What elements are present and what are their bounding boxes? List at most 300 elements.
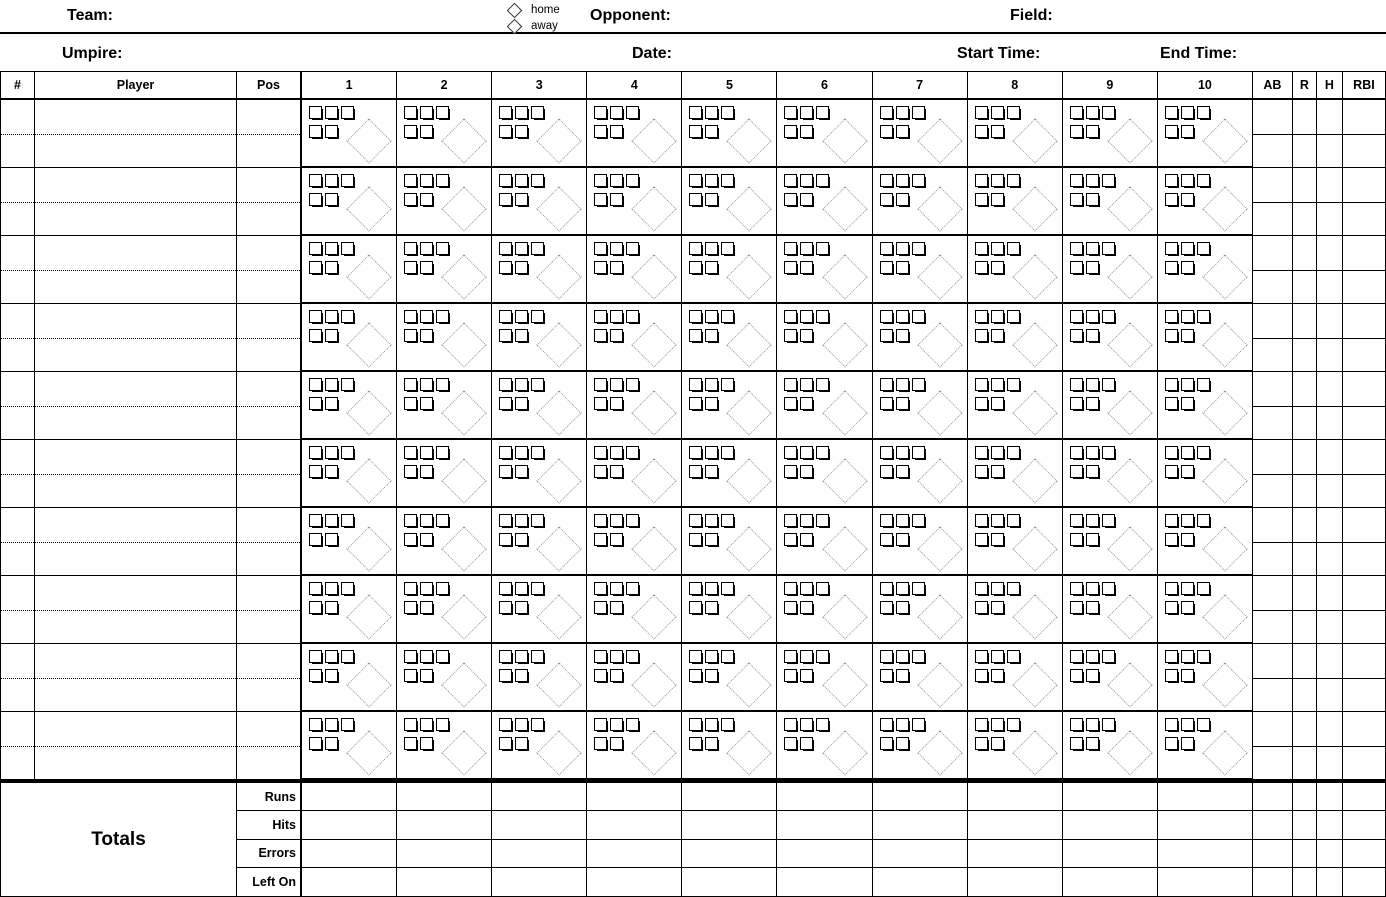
ball-box[interactable] bbox=[594, 310, 607, 323]
strike-box[interactable] bbox=[705, 465, 718, 478]
strike-box[interactable] bbox=[896, 465, 909, 478]
strike-box[interactable] bbox=[991, 193, 1004, 206]
ball-box[interactable] bbox=[610, 514, 623, 527]
inning-cell[interactable] bbox=[777, 372, 872, 439]
strike-box[interactable] bbox=[896, 261, 909, 274]
totals-inning-cell[interactable] bbox=[968, 868, 1063, 896]
strike-box[interactable] bbox=[420, 601, 433, 614]
strike-box[interactable] bbox=[1181, 601, 1194, 614]
inning-cell[interactable] bbox=[1063, 100, 1158, 167]
ball-box[interactable] bbox=[1181, 514, 1194, 527]
inning-cell[interactable] bbox=[492, 236, 587, 303]
ball-box[interactable] bbox=[800, 174, 813, 187]
strike-box[interactable] bbox=[991, 397, 1004, 410]
ball-box[interactable] bbox=[594, 650, 607, 663]
inning-cell[interactable] bbox=[397, 100, 492, 167]
ball-box[interactable] bbox=[436, 718, 449, 731]
strike-box[interactable] bbox=[325, 397, 338, 410]
h-cell[interactable] bbox=[1317, 508, 1343, 575]
ball-box[interactable] bbox=[784, 446, 797, 459]
ball-box[interactable] bbox=[880, 582, 893, 595]
player-pos-cell[interactable] bbox=[237, 644, 302, 711]
inning-cell[interactable] bbox=[302, 304, 397, 371]
ball-box[interactable] bbox=[1165, 718, 1178, 731]
ball-box[interactable] bbox=[991, 106, 1004, 119]
inning-cell[interactable] bbox=[492, 712, 587, 779]
strike-box[interactable] bbox=[1181, 125, 1194, 138]
totals-rbi-cell[interactable] bbox=[1343, 783, 1386, 810]
strike-box[interactable] bbox=[975, 601, 988, 614]
ball-box[interactable] bbox=[420, 582, 433, 595]
inning-cell[interactable] bbox=[587, 644, 682, 711]
strike-box[interactable] bbox=[1070, 533, 1083, 546]
strike-box[interactable] bbox=[1070, 601, 1083, 614]
player-name-cell[interactable] bbox=[35, 440, 237, 507]
ball-box[interactable] bbox=[784, 378, 797, 391]
strike-box[interactable] bbox=[1070, 737, 1083, 750]
inning-cell[interactable] bbox=[682, 576, 777, 643]
player-name-cell[interactable] bbox=[35, 236, 237, 303]
ball-box[interactable] bbox=[896, 106, 909, 119]
ball-box[interactable] bbox=[436, 378, 449, 391]
totals-inning-cell[interactable] bbox=[302, 783, 397, 810]
inning-cell[interactable] bbox=[302, 100, 397, 167]
inning-cell[interactable] bbox=[397, 304, 492, 371]
strike-box[interactable] bbox=[991, 125, 1004, 138]
rbi-cell[interactable] bbox=[1343, 440, 1386, 507]
ball-box[interactable] bbox=[800, 242, 813, 255]
ball-box[interactable] bbox=[341, 582, 354, 595]
ball-box[interactable] bbox=[1197, 718, 1210, 731]
totals-h-cell[interactable] bbox=[1317, 840, 1343, 867]
strike-box[interactable] bbox=[975, 125, 988, 138]
inning-cell[interactable] bbox=[587, 712, 682, 779]
ball-box[interactable] bbox=[975, 582, 988, 595]
ball-box[interactable] bbox=[515, 310, 528, 323]
ball-box[interactable] bbox=[499, 650, 512, 663]
inning-cell[interactable] bbox=[968, 168, 1063, 235]
strike-box[interactable] bbox=[689, 737, 702, 750]
h-cell[interactable] bbox=[1317, 644, 1343, 711]
ball-box[interactable] bbox=[515, 718, 528, 731]
strike-box[interactable] bbox=[784, 125, 797, 138]
inning-cell[interactable] bbox=[1063, 304, 1158, 371]
ball-box[interactable] bbox=[816, 378, 829, 391]
player-number-cell[interactable] bbox=[0, 508, 35, 575]
ball-box[interactable] bbox=[721, 718, 734, 731]
strike-box[interactable] bbox=[309, 193, 322, 206]
inning-cell[interactable] bbox=[777, 644, 872, 711]
ball-box[interactable] bbox=[531, 106, 544, 119]
inning-cell[interactable] bbox=[968, 304, 1063, 371]
ball-box[interactable] bbox=[1197, 174, 1210, 187]
ball-box[interactable] bbox=[721, 446, 734, 459]
ball-box[interactable] bbox=[1181, 310, 1194, 323]
totals-inning-cell[interactable] bbox=[777, 783, 872, 810]
ball-box[interactable] bbox=[1102, 310, 1115, 323]
ball-box[interactable] bbox=[610, 718, 623, 731]
inning-cell[interactable] bbox=[968, 236, 1063, 303]
ball-box[interactable] bbox=[1086, 378, 1099, 391]
inning-cell[interactable] bbox=[968, 440, 1063, 507]
strike-box[interactable] bbox=[420, 737, 433, 750]
strike-box[interactable] bbox=[705, 669, 718, 682]
player-number-cell[interactable] bbox=[0, 372, 35, 439]
ball-box[interactable] bbox=[689, 582, 702, 595]
inning-cell[interactable] bbox=[873, 168, 968, 235]
strike-box[interactable] bbox=[610, 465, 623, 478]
strike-box[interactable] bbox=[991, 533, 1004, 546]
strike-box[interactable] bbox=[499, 601, 512, 614]
ball-box[interactable] bbox=[912, 242, 925, 255]
strike-box[interactable] bbox=[499, 397, 512, 410]
totals-inning-cell[interactable] bbox=[492, 783, 587, 810]
strike-box[interactable] bbox=[1086, 669, 1099, 682]
strike-box[interactable] bbox=[1070, 397, 1083, 410]
ball-box[interactable] bbox=[1181, 718, 1194, 731]
strike-box[interactable] bbox=[880, 601, 893, 614]
inning-cell[interactable] bbox=[492, 576, 587, 643]
player-pos-cell[interactable] bbox=[237, 508, 302, 575]
away-checkbox-diamond-icon[interactable] bbox=[507, 18, 523, 34]
ball-box[interactable] bbox=[912, 378, 925, 391]
ball-box[interactable] bbox=[689, 310, 702, 323]
strike-box[interactable] bbox=[880, 737, 893, 750]
ball-box[interactable] bbox=[436, 446, 449, 459]
strike-box[interactable] bbox=[325, 193, 338, 206]
player-name-cell[interactable] bbox=[35, 508, 237, 575]
ball-box[interactable] bbox=[705, 718, 718, 731]
totals-inning-cell[interactable] bbox=[682, 868, 777, 896]
ball-box[interactable] bbox=[975, 310, 988, 323]
totals-inning-cell[interactable] bbox=[492, 868, 587, 896]
rbi-cell[interactable] bbox=[1343, 712, 1386, 779]
strike-box[interactable] bbox=[689, 669, 702, 682]
ball-box[interactable] bbox=[1102, 242, 1115, 255]
ball-box[interactable] bbox=[309, 174, 322, 187]
ball-box[interactable] bbox=[1086, 582, 1099, 595]
ball-box[interactable] bbox=[1197, 514, 1210, 527]
strike-box[interactable] bbox=[309, 329, 322, 342]
ball-box[interactable] bbox=[991, 718, 1004, 731]
player-pos-cell[interactable] bbox=[237, 100, 302, 167]
totals-inning-cell[interactable] bbox=[873, 811, 968, 838]
inning-cell[interactable] bbox=[587, 576, 682, 643]
strike-box[interactable] bbox=[499, 261, 512, 274]
ab-cell[interactable] bbox=[1253, 304, 1293, 371]
strike-box[interactable] bbox=[515, 329, 528, 342]
ball-box[interactable] bbox=[515, 242, 528, 255]
strike-box[interactable] bbox=[594, 669, 607, 682]
strike-box[interactable] bbox=[1165, 601, 1178, 614]
player-pos-cell[interactable] bbox=[237, 236, 302, 303]
strike-box[interactable] bbox=[1165, 397, 1178, 410]
inning-cell[interactable] bbox=[682, 236, 777, 303]
ball-box[interactable] bbox=[784, 242, 797, 255]
player-name-cell[interactable] bbox=[35, 712, 237, 779]
ball-box[interactable] bbox=[1070, 650, 1083, 663]
ab-cell[interactable] bbox=[1253, 168, 1293, 235]
strike-box[interactable] bbox=[420, 397, 433, 410]
totals-inning-cell[interactable] bbox=[1158, 811, 1253, 838]
strike-box[interactable] bbox=[610, 669, 623, 682]
strike-box[interactable] bbox=[1165, 125, 1178, 138]
ball-box[interactable] bbox=[689, 718, 702, 731]
ball-box[interactable] bbox=[816, 310, 829, 323]
ball-box[interactable] bbox=[309, 106, 322, 119]
ball-box[interactable] bbox=[499, 310, 512, 323]
ball-box[interactable] bbox=[689, 174, 702, 187]
ball-box[interactable] bbox=[325, 718, 338, 731]
inning-cell[interactable] bbox=[587, 372, 682, 439]
strike-box[interactable] bbox=[1165, 669, 1178, 682]
ball-box[interactable] bbox=[721, 514, 734, 527]
ball-box[interactable] bbox=[531, 446, 544, 459]
ball-box[interactable] bbox=[721, 106, 734, 119]
ball-box[interactable] bbox=[689, 106, 702, 119]
strike-box[interactable] bbox=[896, 329, 909, 342]
ball-box[interactable] bbox=[1070, 310, 1083, 323]
strike-box[interactable] bbox=[420, 193, 433, 206]
strike-box[interactable] bbox=[784, 601, 797, 614]
inning-cell[interactable] bbox=[777, 236, 872, 303]
ball-box[interactable] bbox=[1070, 718, 1083, 731]
strike-box[interactable] bbox=[404, 465, 417, 478]
inning-cell[interactable] bbox=[587, 508, 682, 575]
ab-cell[interactable] bbox=[1253, 236, 1293, 303]
ball-box[interactable] bbox=[325, 242, 338, 255]
strike-box[interactable] bbox=[594, 261, 607, 274]
ball-box[interactable] bbox=[341, 514, 354, 527]
ball-box[interactable] bbox=[420, 106, 433, 119]
player-number-cell[interactable] bbox=[0, 440, 35, 507]
ball-box[interactable] bbox=[1007, 378, 1020, 391]
strike-box[interactable] bbox=[1181, 669, 1194, 682]
player-name-cell[interactable] bbox=[35, 576, 237, 643]
ball-box[interactable] bbox=[309, 650, 322, 663]
strike-box[interactable] bbox=[705, 601, 718, 614]
ball-box[interactable] bbox=[1102, 650, 1115, 663]
ball-box[interactable] bbox=[515, 582, 528, 595]
strike-box[interactable] bbox=[515, 533, 528, 546]
strike-box[interactable] bbox=[800, 601, 813, 614]
player-pos-cell[interactable] bbox=[237, 576, 302, 643]
rbi-cell[interactable] bbox=[1343, 100, 1386, 167]
strike-box[interactable] bbox=[896, 125, 909, 138]
ball-box[interactable] bbox=[880, 650, 893, 663]
ball-box[interactable] bbox=[420, 242, 433, 255]
ball-box[interactable] bbox=[1086, 174, 1099, 187]
ball-box[interactable] bbox=[1086, 106, 1099, 119]
strike-box[interactable] bbox=[705, 737, 718, 750]
strike-box[interactable] bbox=[594, 601, 607, 614]
ball-box[interactable] bbox=[975, 514, 988, 527]
ball-box[interactable] bbox=[1197, 242, 1210, 255]
ball-box[interactable] bbox=[1102, 514, 1115, 527]
ball-box[interactable] bbox=[1181, 378, 1194, 391]
strike-box[interactable] bbox=[1086, 261, 1099, 274]
inning-cell[interactable] bbox=[682, 712, 777, 779]
ball-box[interactable] bbox=[325, 582, 338, 595]
inning-cell[interactable] bbox=[587, 304, 682, 371]
inning-cell[interactable] bbox=[873, 100, 968, 167]
h-cell[interactable] bbox=[1317, 304, 1343, 371]
inning-cell[interactable] bbox=[492, 644, 587, 711]
totals-inning-cell[interactable] bbox=[777, 840, 872, 867]
inning-cell[interactable] bbox=[873, 440, 968, 507]
ball-box[interactable] bbox=[800, 446, 813, 459]
ball-box[interactable] bbox=[1070, 514, 1083, 527]
ball-box[interactable] bbox=[404, 650, 417, 663]
ball-box[interactable] bbox=[325, 514, 338, 527]
ball-box[interactable] bbox=[991, 310, 1004, 323]
inning-cell[interactable] bbox=[1063, 440, 1158, 507]
ball-box[interactable] bbox=[784, 650, 797, 663]
strike-box[interactable] bbox=[800, 125, 813, 138]
strike-box[interactable] bbox=[896, 669, 909, 682]
strike-box[interactable] bbox=[880, 125, 893, 138]
ball-box[interactable] bbox=[784, 310, 797, 323]
strike-box[interactable] bbox=[325, 329, 338, 342]
ball-box[interactable] bbox=[594, 174, 607, 187]
strike-box[interactable] bbox=[880, 465, 893, 478]
ball-box[interactable] bbox=[309, 310, 322, 323]
strike-box[interactable] bbox=[1086, 193, 1099, 206]
inning-cell[interactable] bbox=[873, 712, 968, 779]
ball-box[interactable] bbox=[309, 378, 322, 391]
rbi-cell[interactable] bbox=[1343, 372, 1386, 439]
ball-box[interactable] bbox=[912, 106, 925, 119]
strike-box[interactable] bbox=[991, 669, 1004, 682]
strike-box[interactable] bbox=[309, 737, 322, 750]
strike-box[interactable] bbox=[1086, 601, 1099, 614]
ball-box[interactable] bbox=[1165, 446, 1178, 459]
strike-box[interactable] bbox=[1086, 329, 1099, 342]
totals-inning-cell[interactable] bbox=[873, 840, 968, 867]
ball-box[interactable] bbox=[1165, 174, 1178, 187]
strike-box[interactable] bbox=[1181, 465, 1194, 478]
strike-box[interactable] bbox=[975, 397, 988, 410]
inning-cell[interactable] bbox=[1158, 236, 1253, 303]
ab-cell[interactable] bbox=[1253, 440, 1293, 507]
ball-box[interactable] bbox=[991, 378, 1004, 391]
inning-cell[interactable] bbox=[1158, 644, 1253, 711]
ball-box[interactable] bbox=[325, 378, 338, 391]
strike-box[interactable] bbox=[499, 737, 512, 750]
ball-box[interactable] bbox=[705, 310, 718, 323]
ball-box[interactable] bbox=[880, 106, 893, 119]
ball-box[interactable] bbox=[309, 582, 322, 595]
ball-box[interactable] bbox=[531, 378, 544, 391]
ball-box[interactable] bbox=[896, 650, 909, 663]
ball-box[interactable] bbox=[880, 242, 893, 255]
player-name-cell[interactable] bbox=[35, 644, 237, 711]
ball-box[interactable] bbox=[531, 242, 544, 255]
h-cell[interactable] bbox=[1317, 712, 1343, 779]
ball-box[interactable] bbox=[626, 174, 639, 187]
strike-box[interactable] bbox=[880, 193, 893, 206]
inning-cell[interactable] bbox=[682, 100, 777, 167]
strike-box[interactable] bbox=[975, 261, 988, 274]
ball-box[interactable] bbox=[1181, 242, 1194, 255]
ball-box[interactable] bbox=[1086, 310, 1099, 323]
ball-box[interactable] bbox=[1102, 378, 1115, 391]
ball-box[interactable] bbox=[341, 378, 354, 391]
ball-box[interactable] bbox=[705, 446, 718, 459]
ball-box[interactable] bbox=[515, 378, 528, 391]
player-name-cell[interactable] bbox=[35, 304, 237, 371]
ball-box[interactable] bbox=[515, 446, 528, 459]
strike-box[interactable] bbox=[784, 533, 797, 546]
ball-box[interactable] bbox=[816, 582, 829, 595]
ball-box[interactable] bbox=[341, 242, 354, 255]
strike-box[interactable] bbox=[404, 737, 417, 750]
ball-box[interactable] bbox=[1197, 650, 1210, 663]
inning-cell[interactable] bbox=[1158, 508, 1253, 575]
ball-box[interactable] bbox=[1086, 242, 1099, 255]
ball-box[interactable] bbox=[1102, 718, 1115, 731]
strike-box[interactable] bbox=[1181, 533, 1194, 546]
ball-box[interactable] bbox=[991, 514, 1004, 527]
inning-cell[interactable] bbox=[777, 508, 872, 575]
ab-cell[interactable] bbox=[1253, 644, 1293, 711]
ball-box[interactable] bbox=[309, 718, 322, 731]
totals-inning-cell[interactable] bbox=[1063, 783, 1158, 810]
ball-box[interactable] bbox=[689, 242, 702, 255]
totals-inning-cell[interactable] bbox=[302, 868, 397, 896]
ab-cell[interactable] bbox=[1253, 508, 1293, 575]
inning-cell[interactable] bbox=[777, 440, 872, 507]
ball-box[interactable] bbox=[531, 310, 544, 323]
ball-box[interactable] bbox=[610, 174, 623, 187]
home-option[interactable] bbox=[505, 2, 560, 18]
strike-box[interactable] bbox=[594, 193, 607, 206]
strike-box[interactable] bbox=[784, 329, 797, 342]
strike-box[interactable] bbox=[800, 669, 813, 682]
strike-box[interactable] bbox=[420, 329, 433, 342]
strike-box[interactable] bbox=[309, 465, 322, 478]
ball-box[interactable] bbox=[515, 650, 528, 663]
inning-cell[interactable] bbox=[873, 304, 968, 371]
ball-box[interactable] bbox=[325, 650, 338, 663]
ball-box[interactable] bbox=[499, 378, 512, 391]
ball-box[interactable] bbox=[991, 242, 1004, 255]
ball-box[interactable] bbox=[705, 650, 718, 663]
ball-box[interactable] bbox=[721, 582, 734, 595]
strike-box[interactable] bbox=[1165, 193, 1178, 206]
strike-box[interactable] bbox=[1181, 261, 1194, 274]
inning-cell[interactable] bbox=[492, 372, 587, 439]
ball-box[interactable] bbox=[896, 446, 909, 459]
strike-box[interactable] bbox=[800, 329, 813, 342]
inning-cell[interactable] bbox=[777, 168, 872, 235]
inning-cell[interactable] bbox=[1158, 372, 1253, 439]
strike-box[interactable] bbox=[309, 601, 322, 614]
strike-box[interactable] bbox=[689, 125, 702, 138]
ball-box[interactable] bbox=[1086, 718, 1099, 731]
strike-box[interactable] bbox=[404, 669, 417, 682]
strike-box[interactable] bbox=[594, 329, 607, 342]
strike-box[interactable] bbox=[689, 193, 702, 206]
strike-box[interactable] bbox=[594, 125, 607, 138]
strike-box[interactable] bbox=[325, 601, 338, 614]
strike-box[interactable] bbox=[610, 193, 623, 206]
strike-box[interactable] bbox=[499, 125, 512, 138]
ball-box[interactable] bbox=[912, 310, 925, 323]
totals-ab-cell[interactable] bbox=[1253, 868, 1293, 896]
ball-box[interactable] bbox=[626, 378, 639, 391]
inning-cell[interactable] bbox=[492, 168, 587, 235]
